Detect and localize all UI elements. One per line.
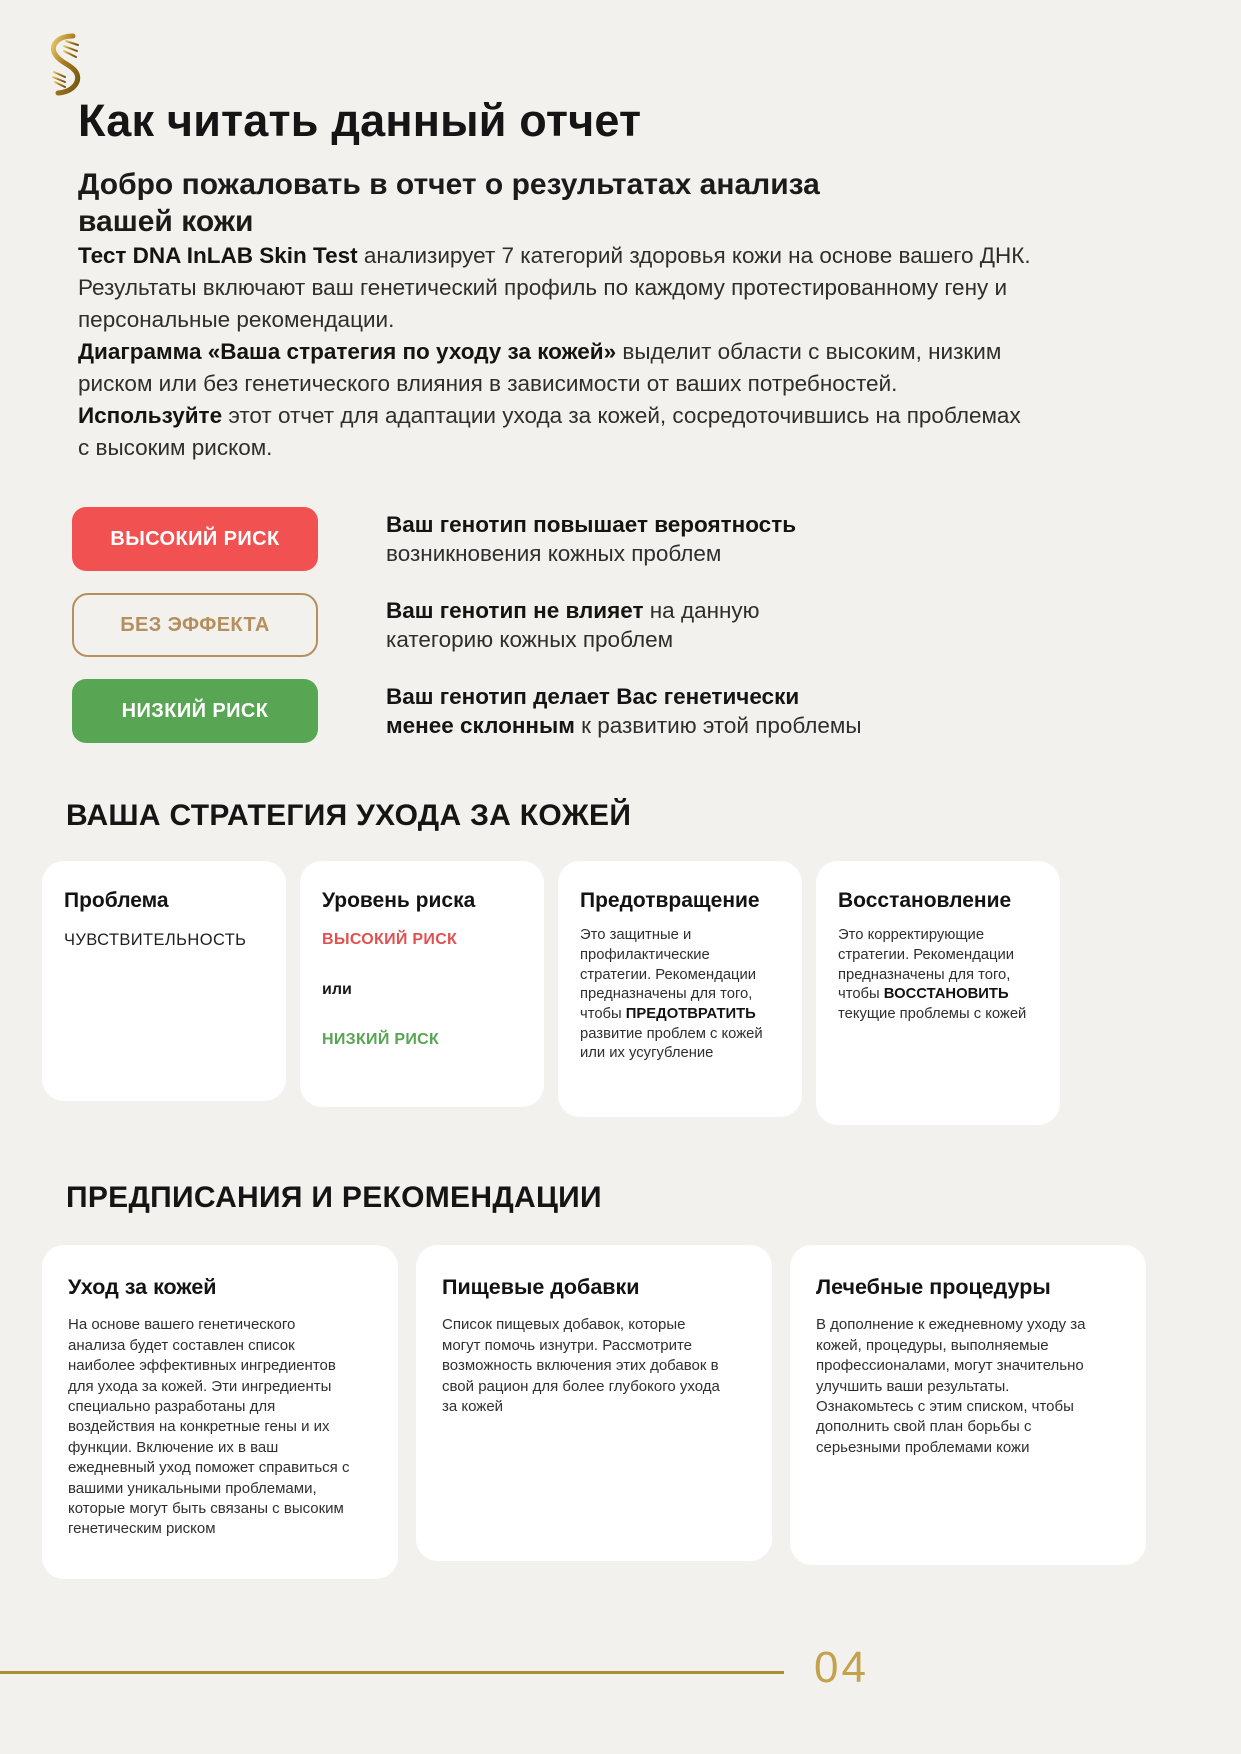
prescription-card-supplements-title: Пищевые добавки [442, 1275, 640, 1300]
prevention-text-bold: ПРЕДОТВРАТИТЬ [625, 1006, 756, 1023]
prevention-text-pre: Это защитные и профилактические стратегии. Рекомендации предназначены для того, чтобы [580, 927, 757, 1023]
risk-legend [72, 507, 1181, 743]
strategy-card-prevention-text [580, 926, 780, 1064]
legend-row-high-risk [72, 507, 1181, 571]
intro-paragraph-test-bold: Тест DNA InLAB Skin Test [78, 242, 358, 268]
restoration-text-bold: ВОССТАНОВИТЬ [883, 986, 1009, 1003]
intro-paragraph-use-text: этот отчет для адаптации ухода за кожей, сосредоточившись на проблемах с высоким риском. [78, 402, 1021, 460]
intro-paragraph-diagram-text: выделит области с высоким, низким риском или без генетического влияния в зависимости от ваших потребностей. [78, 338, 1002, 396]
low-risk-badge: НИЗКИЙ РИСК [72, 679, 318, 743]
strategy-card-restoration [816, 861, 1060, 1125]
prescription-card-skincare-text: На основе вашего генетического анализа будет составлен список наиболее эффективных ингредиентов для ухода за кожей. Эти ингредиенты специально разработаны для воздействия на конкретные гены и их функции. Включение их в ваш ежедневный уход поможет справиться с вашими уникальными проблемами, которые могут быть связаны с высоким генетическим риском [68, 1316, 350, 1538]
risk-level-low-label: НИЗКИЙ РИСК [322, 1031, 440, 1049]
high-risk-badge: ВЫСОКИЙ РИСК [72, 507, 318, 571]
prescription-card-skincare [42, 1245, 398, 1579]
legend-row-no-effect [72, 593, 1181, 657]
low-risk-description-bold: Ваш генотип делает Вас генетически менее склонным [386, 683, 800, 739]
dna-logo-icon [42, 32, 90, 96]
strategy-card-risk-title: Уровень риска [322, 889, 476, 913]
strategy-cards [42, 861, 1181, 1125]
strategy-card-restoration-title: Восстановление [838, 889, 1012, 913]
page-number: 04 [814, 1643, 869, 1692]
footer-divider [0, 1671, 784, 1674]
page-subtitle: Добро пожаловать в отчет о результатах анализа вашей кожи [78, 167, 820, 238]
intro-paragraph-use-bold: Используйте [78, 402, 223, 428]
low-risk-description [386, 682, 871, 742]
risk-level-or-label: или [322, 981, 352, 999]
strategy-card-risk-level [300, 861, 544, 1107]
prescription-card-treatments-title: Лечебные процедуры [816, 1275, 1051, 1300]
high-risk-description-text: возникновения кожных проблем [386, 541, 722, 567]
strategy-card-problem-value: ЧУВСТВИТЕЛЬНОСТЬ [64, 931, 247, 950]
intro-paragraph-test [78, 240, 1038, 336]
prescriptions-section-title: ПРЕДПИСАНИЯ И РЕКОМЕНДАЦИИ [66, 1181, 602, 1215]
restoration-text-pre: Это корректирующие стратегии. Рекомендации предназначены для того, чтобы [838, 927, 1015, 1003]
no-effect-description-bold: Ваш генотип не влияет [386, 597, 644, 623]
intro-paragraph-test-text: анализирует 7 категорий здоровья кожи на основе вашего ДНК. Результаты включают ваш генетический профиль по каждому протестированному гену и персональные рекомендации. [78, 242, 1031, 332]
prescription-cards [42, 1245, 1181, 1579]
legend-row-low-risk [72, 679, 1181, 743]
restoration-text-post: текущие проблемы с кожей [838, 1006, 1027, 1023]
high-risk-description [386, 510, 871, 570]
strategy-card-restoration-text [838, 926, 1038, 1024]
prescription-card-skincare-title: Уход за кожей [68, 1275, 217, 1300]
high-risk-description-bold: Ваш генотип повышает вероятность [386, 511, 797, 537]
strategy-card-problem-title: Проблема [64, 889, 169, 913]
intro-paragraph-use [78, 400, 1038, 464]
intro-paragraph-diagram [78, 336, 1038, 400]
no-effect-badge: БЕЗ ЭФФЕКТА [72, 593, 318, 657]
prescription-card-treatments [790, 1245, 1146, 1565]
strategy-card-prevention [558, 861, 802, 1117]
no-effect-description [386, 596, 871, 656]
strategy-section-title: ВАША СТРАТЕГИЯ УХОДА ЗА КОЖЕЙ [66, 799, 632, 833]
report-content [0, 96, 1241, 1579]
prevention-text-post: развитие проблем с кожей или их усугубление [580, 1025, 763, 1062]
strategy-card-prevention-title: Предотвращение [580, 889, 760, 913]
strategy-card-problem [42, 861, 286, 1101]
prescription-card-supplements [416, 1245, 772, 1561]
risk-level-high-label: ВЫСОКИЙ РИСК [322, 931, 458, 949]
prescription-card-supplements-text: Список пищевых добавок, которые могут помочь изнутри. Рассмотрите возможность включения этих добавок в свой рацион для более глубокого ухода за кожей [442, 1316, 720, 1415]
prescription-card-treatments-text: В дополнение к ежедневному уходу за кожей, процедуры, выполняемые профессионалами, могут значительно улучшить ваши результаты. Ознакомьтесь с этим списком, чтобы дополнить свой план борьбы с серьезными проблемами кожи [816, 1316, 1086, 1456]
intro-paragraph-diagram-bold: Диаграмма «Ваша стратегия по уходу за кожей» [78, 338, 617, 364]
page-title: Как читать данный отчет [78, 95, 642, 146]
no-effect-description-text: на данную категорию кожных проблем [386, 597, 760, 653]
low-risk-description-text: к развитию этой проблемы [574, 713, 862, 739]
